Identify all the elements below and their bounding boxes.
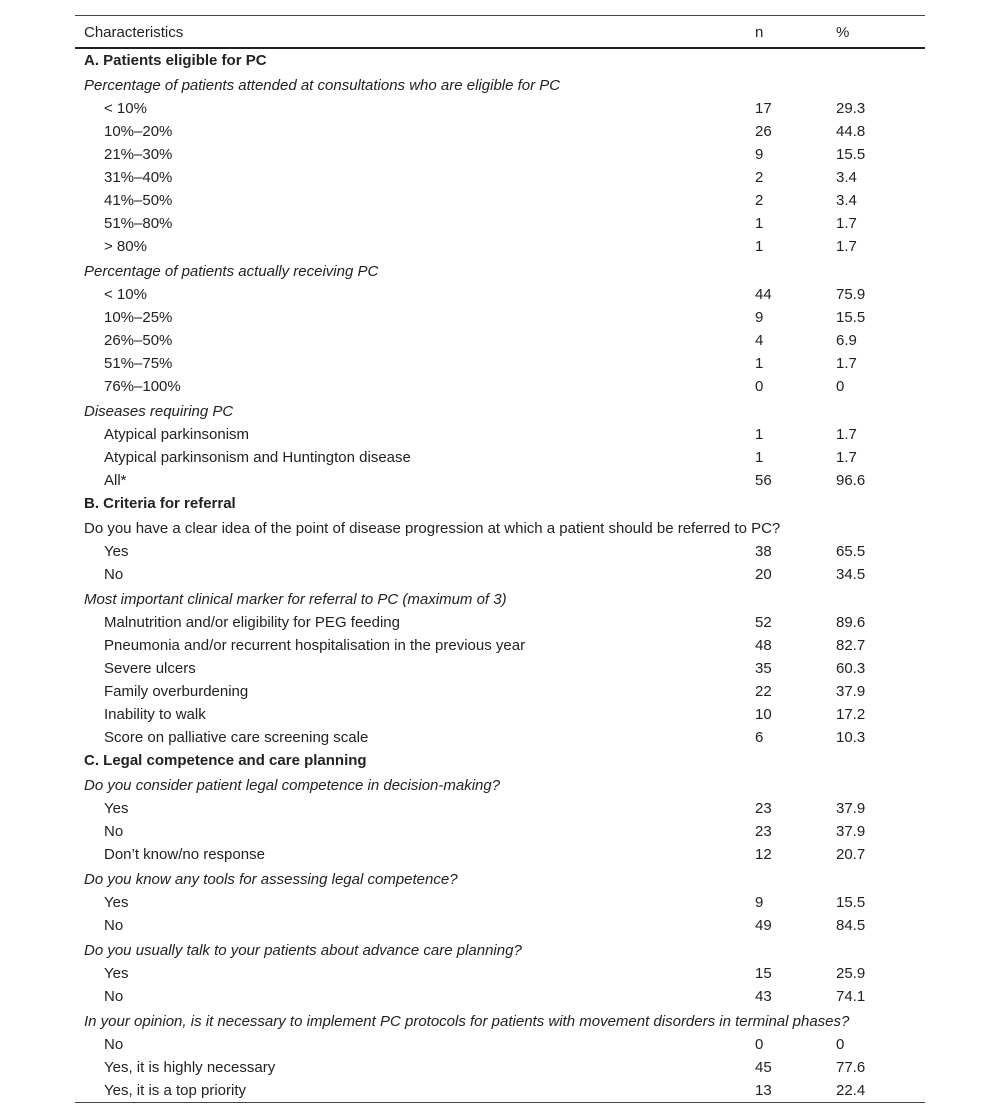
response-percent: 15.5 (836, 146, 866, 163)
table-row (75, 914, 925, 937)
response-count: 1 (755, 238, 764, 255)
response-label: Malnutrition and/or eligibility for PEG feeding (104, 614, 400, 631)
table-row (75, 97, 925, 120)
response-percent: 20.7 (836, 846, 866, 863)
response-label: Family overburdening (104, 683, 249, 700)
question-row (75, 772, 925, 797)
response-count: 52 (755, 614, 772, 631)
response-label: Yes, it is a top priority (104, 1082, 247, 1099)
table-row (75, 962, 925, 985)
response-label: Yes (104, 800, 129, 817)
response-percent: 65.5 (836, 543, 866, 560)
table-row (75, 120, 925, 143)
table-row (75, 634, 925, 657)
table-row (75, 235, 925, 258)
response-count: 26 (755, 123, 772, 140)
response-label: 31%–40% (104, 169, 173, 186)
response-label: Inability to walk (104, 706, 206, 723)
response-percent: 77.6 (836, 1059, 866, 1076)
section-heading (75, 749, 925, 772)
survey-results-table (75, 15, 925, 1103)
question-row (75, 1008, 925, 1033)
question-row (75, 515, 925, 540)
question-text: Do you have a clear idea of the point of disease progression at which a patient should be referred to PC? (84, 520, 781, 537)
table-row (75, 657, 925, 680)
header-characteristics: Characteristics (84, 24, 184, 41)
response-percent: 15.5 (836, 894, 866, 911)
response-label: 51%–75% (104, 355, 173, 372)
response-count: 48 (755, 637, 772, 654)
response-count: 23 (755, 800, 772, 817)
response-percent: 37.9 (836, 800, 866, 817)
response-label: Atypical parkinsonism (104, 426, 250, 443)
response-count: 2 (755, 169, 764, 186)
response-label: All* (104, 472, 127, 489)
question-row (75, 72, 925, 97)
table-row (75, 469, 925, 492)
response-label: > 80% (104, 238, 147, 255)
response-count: 17 (755, 100, 772, 117)
question-text: Diseases requiring PC (84, 403, 234, 420)
response-percent: 10.3 (836, 729, 866, 746)
table-header (75, 16, 925, 49)
response-label: Don’t know/no response (104, 846, 265, 863)
question-text: Percentage of patients attended at consultations who are eligible for PC (84, 77, 561, 94)
response-label: 51%–80% (104, 215, 173, 232)
section-title: A. Patients eligible for PC (84, 52, 267, 69)
table-row (75, 726, 925, 749)
response-count: 9 (755, 146, 764, 163)
table-row (75, 611, 925, 634)
header-n: n (755, 24, 764, 41)
response-percent: 1.7 (836, 215, 857, 232)
table-row (75, 680, 925, 703)
table-row (75, 143, 925, 166)
response-label: Yes (104, 965, 129, 982)
response-count: 49 (755, 917, 772, 934)
table-row (75, 891, 925, 914)
response-percent: 29.3 (836, 100, 866, 117)
response-label: Yes, it is highly necessary (104, 1059, 276, 1076)
table-row (75, 820, 925, 843)
response-label: Pneumonia and/or recurrent hospitalisation in the previous year (104, 637, 526, 654)
section-title: C. Legal competence and care planning (84, 752, 367, 769)
response-percent: 0 (836, 378, 845, 395)
response-label: Yes (104, 543, 129, 560)
table-row (75, 1033, 925, 1056)
table-row (75, 375, 925, 398)
response-label: < 10% (104, 100, 147, 117)
response-percent: 37.9 (836, 823, 866, 840)
response-percent: 96.6 (836, 472, 866, 489)
table-row (75, 1079, 925, 1102)
question-row (75, 258, 925, 283)
response-percent: 37.9 (836, 683, 866, 700)
response-percent: 3.4 (836, 192, 857, 209)
question-row (75, 866, 925, 891)
response-percent: 84.5 (836, 917, 866, 934)
response-percent: 17.2 (836, 706, 866, 723)
response-label: 41%–50% (104, 192, 173, 209)
response-count: 13 (755, 1082, 772, 1099)
section-title: B. Criteria for referral (84, 495, 236, 512)
table-body (75, 49, 925, 1102)
table-row (75, 703, 925, 726)
response-count: 1 (755, 426, 764, 443)
response-label: No (104, 823, 124, 840)
response-label: Atypical parkinsonism and Huntington disease (104, 449, 411, 466)
question-row (75, 398, 925, 423)
response-percent: 22.4 (836, 1082, 866, 1099)
table-row (75, 1056, 925, 1079)
table-row (75, 985, 925, 1008)
response-percent: 89.6 (836, 614, 866, 631)
response-count: 56 (755, 472, 772, 489)
response-count: 43 (755, 988, 772, 1005)
response-label: 10%–25% (104, 309, 173, 326)
question-row (75, 937, 925, 962)
response-count: 1 (755, 355, 764, 372)
response-count: 12 (755, 846, 772, 863)
response-percent: 75.9 (836, 286, 866, 303)
response-label: 76%–100% (104, 378, 181, 395)
response-percent: 0 (836, 1036, 845, 1053)
table-row (75, 189, 925, 212)
response-label: No (104, 566, 124, 583)
response-percent: 1.7 (836, 355, 857, 372)
section-heading (75, 49, 925, 72)
response-label: No (104, 917, 124, 934)
response-percent: 25.9 (836, 965, 866, 982)
table-row (75, 540, 925, 563)
question-row (75, 586, 925, 611)
table-row (75, 843, 925, 866)
response-percent: 82.7 (836, 637, 866, 654)
response-percent: 6.9 (836, 332, 857, 349)
table-row (75, 166, 925, 189)
response-count: 0 (755, 1036, 764, 1053)
response-percent: 1.7 (836, 449, 857, 466)
response-percent: 60.3 (836, 660, 866, 677)
response-count: 38 (755, 543, 772, 560)
question-text: Do you know any tools for assessing legal competence? (84, 871, 458, 888)
table-row (75, 283, 925, 306)
response-label: Score on palliative care screening scale (104, 729, 369, 746)
response-count: 4 (755, 332, 764, 349)
question-text: Do you consider patient legal competence in decision-making? (84, 777, 501, 794)
header-percent: % (836, 24, 850, 41)
response-label: < 10% (104, 286, 147, 303)
response-count: 10 (755, 706, 772, 723)
table-row (75, 563, 925, 586)
section-heading (75, 492, 925, 515)
response-label: No (104, 988, 124, 1005)
response-label: 21%–30% (104, 146, 173, 163)
response-percent: 1.7 (836, 238, 857, 255)
response-percent: 34.5 (836, 566, 866, 583)
response-percent: 74.1 (836, 988, 866, 1005)
response-count: 1 (755, 449, 764, 466)
question-text: Do you usually talk to your patients about advance care planning? (84, 942, 522, 959)
response-label: No (104, 1036, 124, 1053)
response-count: 20 (755, 566, 772, 583)
response-count: 9 (755, 894, 764, 911)
question-text: Percentage of patients actually receiving PC (84, 263, 379, 280)
response-percent: 15.5 (836, 309, 866, 326)
response-count: 23 (755, 823, 772, 840)
response-count: 9 (755, 309, 764, 326)
table-row (75, 306, 925, 329)
response-count: 45 (755, 1059, 772, 1076)
response-count: 1 (755, 215, 764, 232)
response-count: 0 (755, 378, 764, 395)
response-label: 26%–50% (104, 332, 173, 349)
table-row (75, 352, 925, 375)
response-percent: 3.4 (836, 169, 857, 186)
response-count: 44 (755, 286, 772, 303)
table-row (75, 423, 925, 446)
response-count: 35 (755, 660, 772, 677)
table-row (75, 797, 925, 820)
response-label: Yes (104, 894, 129, 911)
response-count: 6 (755, 729, 764, 746)
response-label: Severe ulcers (104, 660, 196, 677)
table-row (75, 329, 925, 352)
response-label: 10%–20% (104, 123, 173, 140)
table-row (75, 212, 925, 235)
response-percent: 1.7 (836, 426, 857, 443)
response-count: 22 (755, 683, 772, 700)
response-count: 15 (755, 965, 772, 982)
table-row (75, 446, 925, 469)
question-text: Most important clinical marker for referral to PC (maximum of 3) (84, 591, 507, 608)
response-percent: 44.8 (836, 123, 866, 140)
response-count: 2 (755, 192, 764, 209)
question-text: In your opinion, is it necessary to implement PC protocols for patients with movement disorders in terminal phases? (84, 1013, 850, 1030)
